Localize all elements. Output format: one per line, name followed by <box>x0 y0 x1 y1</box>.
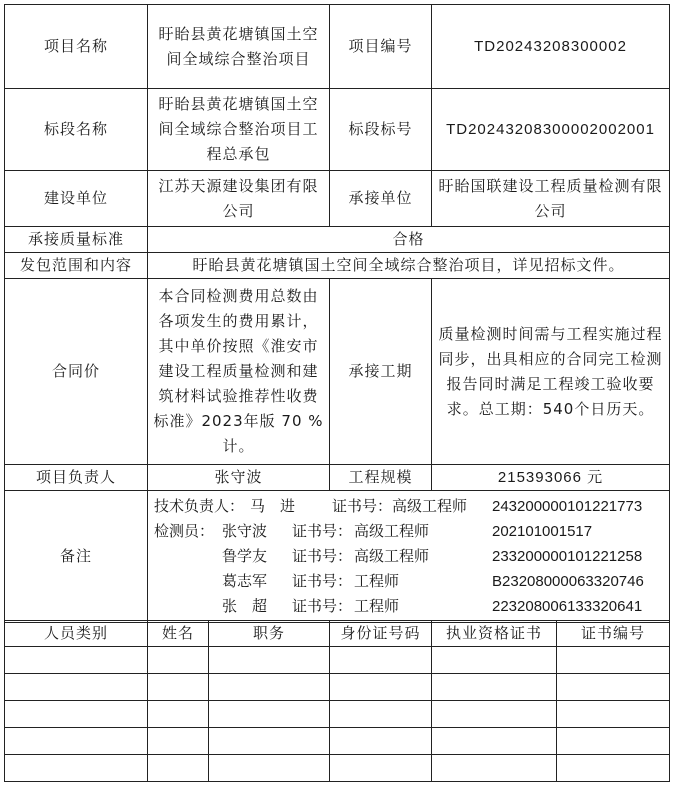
row-section-name <box>5 89 670 171</box>
personnel-cell <box>148 674 209 701</box>
remarks-cert-type: 高级工程师 <box>392 497 468 515</box>
section-name-label: 标段名称 <box>5 89 148 171</box>
personnel-cell <box>330 755 432 782</box>
project-name-label: 项目名称 <box>5 5 148 89</box>
project-code-value: TD20243208300002 <box>432 5 670 89</box>
section-code-value: TD20243208300002002001 <box>432 89 670 171</box>
remarks-line <box>154 544 663 569</box>
period-value: 质量检测时间需与工程实施过程同步，出具相应的合同完工检测报告同时满足工程竣工验收要求。总工期：540个日历天。 <box>432 279 670 465</box>
section-name-value: 盱眙县黄花塘镇国土空间全域综合整治项目工程总承包 <box>148 89 330 171</box>
row-manager <box>5 465 670 491</box>
personnel-header-row <box>5 621 670 647</box>
section-code-label: 标段标号 <box>330 89 432 171</box>
remarks-cert-type: 高级工程师 <box>354 522 430 540</box>
remarks-cert-type: 工程师 <box>354 597 400 615</box>
remarks-cert-number: 202101001517 <box>492 523 593 540</box>
price-value: 本合同检测费用总数由各项发生的费用累计，其中单价按照《淮安市建设工程质量检测和建筑材料试验推荐性收费标准》2023年版 70 %计。 <box>148 279 330 465</box>
personnel-cell <box>557 728 670 755</box>
personnel-cell <box>330 674 432 701</box>
personnel-cell <box>209 647 330 674</box>
scope-value: 盱眙县黄花塘镇国土空间全域综合整治项目，详见招标文件。 <box>148 253 670 279</box>
personnel-cell <box>148 701 209 728</box>
remarks-line <box>154 494 663 519</box>
row-quality <box>5 227 670 253</box>
personnel-cell <box>209 674 330 701</box>
personnel-cell <box>557 755 670 782</box>
remarks-cert-number: 223208006133320641 <box>492 598 643 615</box>
remarks-cert-type: 高级工程师 <box>354 547 430 565</box>
remarks-line <box>154 519 663 544</box>
header-category: 人员类别 <box>5 621 148 647</box>
personnel-cell <box>5 647 148 674</box>
contractor-label: 承接单位 <box>330 171 432 227</box>
project-name-value: 盱眙县黄花塘镇国土空间全域综合整治项目 <box>148 5 330 89</box>
row-price-period <box>5 279 670 465</box>
scale-value: 215393066 元 <box>432 465 670 491</box>
personnel-cell <box>432 755 557 782</box>
personnel-cell <box>557 647 670 674</box>
remarks-person-name: 马 进 <box>250 497 296 515</box>
scope-label: 发包范围和内容 <box>5 253 148 279</box>
remarks-person-name: 张守波 <box>222 522 268 540</box>
personnel-cell <box>209 755 330 782</box>
personnel-cell <box>330 701 432 728</box>
row-project-name <box>5 5 670 89</box>
remarks-cert-label: 证书号： <box>292 572 353 590</box>
personnel-cell <box>5 701 148 728</box>
remarks-content <box>148 491 670 623</box>
personnel-cell <box>557 674 670 701</box>
personnel-cell <box>330 728 432 755</box>
personnel-cell <box>432 728 557 755</box>
personnel-cell <box>432 701 557 728</box>
remarks-person-name: 葛志军 <box>222 572 268 590</box>
remarks-cert-type: 工程师 <box>354 572 400 590</box>
personnel-cell <box>5 674 148 701</box>
header-qualification: 执业资格证书 <box>432 621 557 647</box>
personnel-cell <box>5 728 148 755</box>
remarks-cert-number: 243200000101221773 <box>492 498 643 515</box>
personnel-cell <box>5 755 148 782</box>
remarks-cert-number: 233200000101221258 <box>492 548 643 565</box>
scale-label: 工程规模 <box>330 465 432 491</box>
manager-value: 张守波 <box>148 465 330 491</box>
remarks-line <box>154 569 663 594</box>
row-scope <box>5 253 670 279</box>
personnel-row <box>5 674 670 701</box>
personnel-cell <box>209 728 330 755</box>
remarks-cert-label: 证书号： <box>332 497 393 515</box>
remarks-line <box>154 594 663 619</box>
project-info-table <box>4 4 670 623</box>
builder-value: 江苏天源建设集团有限公司 <box>148 171 330 227</box>
contractor-value: 盱眙国联建设工程质量检测有限公司 <box>432 171 670 227</box>
remarks-person-name: 鲁学友 <box>222 547 268 565</box>
remarks-person-name: 张 超 <box>222 597 268 615</box>
row-remarks <box>5 491 670 623</box>
personnel-table <box>4 620 670 782</box>
price-label: 合同价 <box>5 279 148 465</box>
builder-label: 建设单位 <box>5 171 148 227</box>
period-label: 承接工期 <box>330 279 432 465</box>
personnel-cell <box>432 647 557 674</box>
remarks-cert-label: 证书号： <box>292 547 353 565</box>
remarks-role: 检测员： <box>154 522 215 540</box>
personnel-cell <box>148 728 209 755</box>
remarks-role: 技术负责人： <box>154 497 245 515</box>
personnel-cell <box>148 755 209 782</box>
row-units <box>5 171 670 227</box>
quality-value: 合格 <box>148 227 670 253</box>
header-name: 姓名 <box>148 621 209 647</box>
personnel-cell <box>432 674 557 701</box>
remarks-cert-label: 证书号： <box>292 522 353 540</box>
quality-label: 承接质量标准 <box>5 227 148 253</box>
personnel-cell <box>557 701 670 728</box>
project-code-label: 项目编号 <box>330 5 432 89</box>
header-cert-number: 证书编号 <box>557 621 670 647</box>
header-id-number: 身份证号码 <box>330 621 432 647</box>
remarks-cert-label: 证书号： <box>292 597 353 615</box>
personnel-row <box>5 647 670 674</box>
personnel-cell <box>330 647 432 674</box>
personnel-row <box>5 755 670 782</box>
manager-label: 项目负责人 <box>5 465 148 491</box>
remarks-list <box>154 494 663 619</box>
personnel-row <box>5 728 670 755</box>
personnel-row <box>5 701 670 728</box>
remarks-label: 备注 <box>5 491 148 623</box>
header-position: 职务 <box>209 621 330 647</box>
remarks-cert-number: B23208000063320746 <box>492 573 644 590</box>
personnel-cell <box>148 647 209 674</box>
personnel-cell <box>209 701 330 728</box>
